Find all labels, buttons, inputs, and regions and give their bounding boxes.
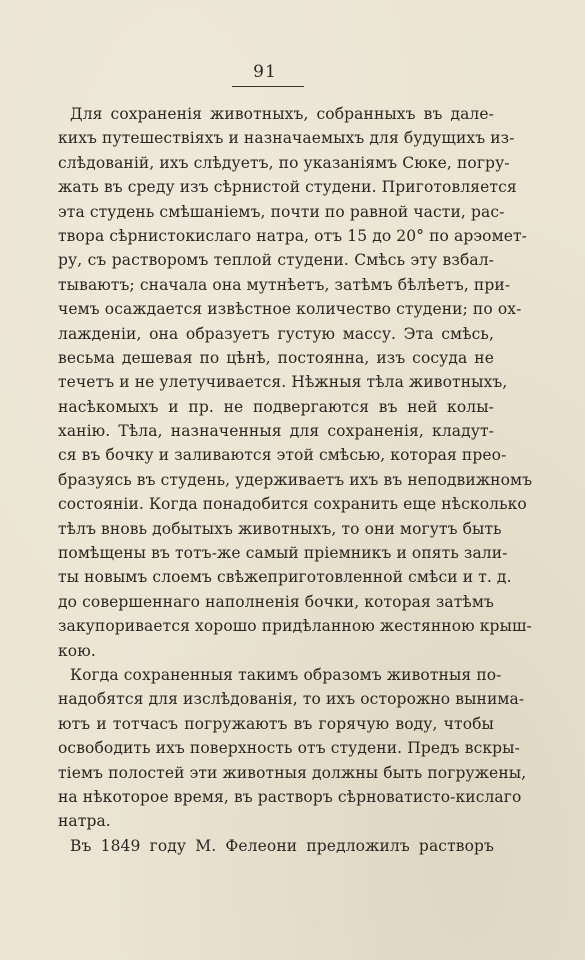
text-line: состояніи. Когда понадобится сохранить еще нѣсколько bbox=[58, 495, 527, 514]
text-line: помѣщены въ тотъ-же самый пріемникъ и опять зали- bbox=[58, 544, 508, 563]
text-line: слѣдованій, ихъ слѣдуетъ, по указаніямъ Сюке, погру- bbox=[58, 153, 510, 172]
text-line: ханію. Тѣла, назначенныя для сохраненія, кладут- bbox=[58, 422, 494, 441]
text-line: закупоривается хорошо придѣланною жестянною крыш- bbox=[58, 617, 532, 636]
text-line: жать въ среду изъ сѣрнистой студени. Приготовляется bbox=[58, 178, 517, 197]
text-line: лажденіи, она образуетъ густую массу. Эта смѣсь, bbox=[58, 324, 494, 343]
text-line: насѣкомыхъ и пр. не подвергаются въ ней колы- bbox=[58, 397, 494, 416]
text-line: Въ 1849 году М. Фелеони предложилъ растворъ bbox=[70, 836, 494, 855]
body-text bbox=[58, 102, 533, 858]
text-line: Для сохраненія животныхъ, собранныхъ въ дале- bbox=[70, 105, 494, 123]
text-line: течетъ и не улетучивается. Нѣжныя тѣла животныхъ, bbox=[58, 373, 508, 392]
text-line: Когда сохраненныя такимъ образомъ животныя по- bbox=[70, 665, 502, 684]
page-number: 91 bbox=[253, 62, 277, 82]
text-line: твора сѣрнистокислаго натра, отъ 15 до 20° по арэомет- bbox=[58, 226, 528, 245]
text-line: весьма дешевая по цѣнѣ, постоянна, изъ сосуда не bbox=[58, 348, 494, 367]
text-line: ру, съ растворомъ теплой студени. Смѣсь эту взбал- bbox=[58, 251, 494, 270]
text-line: тѣлъ вновь добытыхъ животныхъ, то они могутъ быть bbox=[58, 519, 502, 538]
text-line: до совершеннаго наполненія бочки, которая затѣмъ bbox=[58, 592, 494, 611]
text-line: кихъ путешествіяхъ и назначаемыхъ для будущихъ из- bbox=[58, 129, 515, 148]
text-line: освободить ихъ поверхность отъ студени. Предъ вскры- bbox=[58, 739, 520, 758]
text-line: кою. bbox=[58, 641, 96, 660]
text-line: натра. bbox=[58, 812, 111, 831]
text-line: тываютъ; сначала она мутнѣетъ, затѣмъ бѣлѣетъ, при- bbox=[58, 275, 511, 294]
text-line: бразуясь въ студень, удерживаетъ ихъ въ неподвижномъ bbox=[58, 470, 533, 489]
text-line: на нѣкоторое время, въ растворъ сѣрноватисто-кислаго bbox=[58, 787, 522, 806]
text-line: чемъ осаждается извѣстное количество студени; по ох- bbox=[58, 300, 522, 319]
header-rule bbox=[232, 86, 304, 87]
text-line: эта студень смѣшаніемъ, почти по равной части, рас- bbox=[58, 202, 505, 221]
text-line: ютъ и тотчасъ погружаютъ въ горячую воду, чтобы bbox=[58, 714, 494, 733]
text-line: надобятся для изслѣдованія, то ихъ осторожно вынима- bbox=[58, 690, 525, 709]
text-line: ты новымъ слоемъ свѣжеприготовленной смѣси и т. д. bbox=[58, 568, 512, 587]
text-line: ся въ бочку и заливаются этой смѣсью, которая прео- bbox=[58, 446, 507, 465]
text-line: тіемъ полостей эти животныя должны быть погружены, bbox=[58, 763, 527, 782]
